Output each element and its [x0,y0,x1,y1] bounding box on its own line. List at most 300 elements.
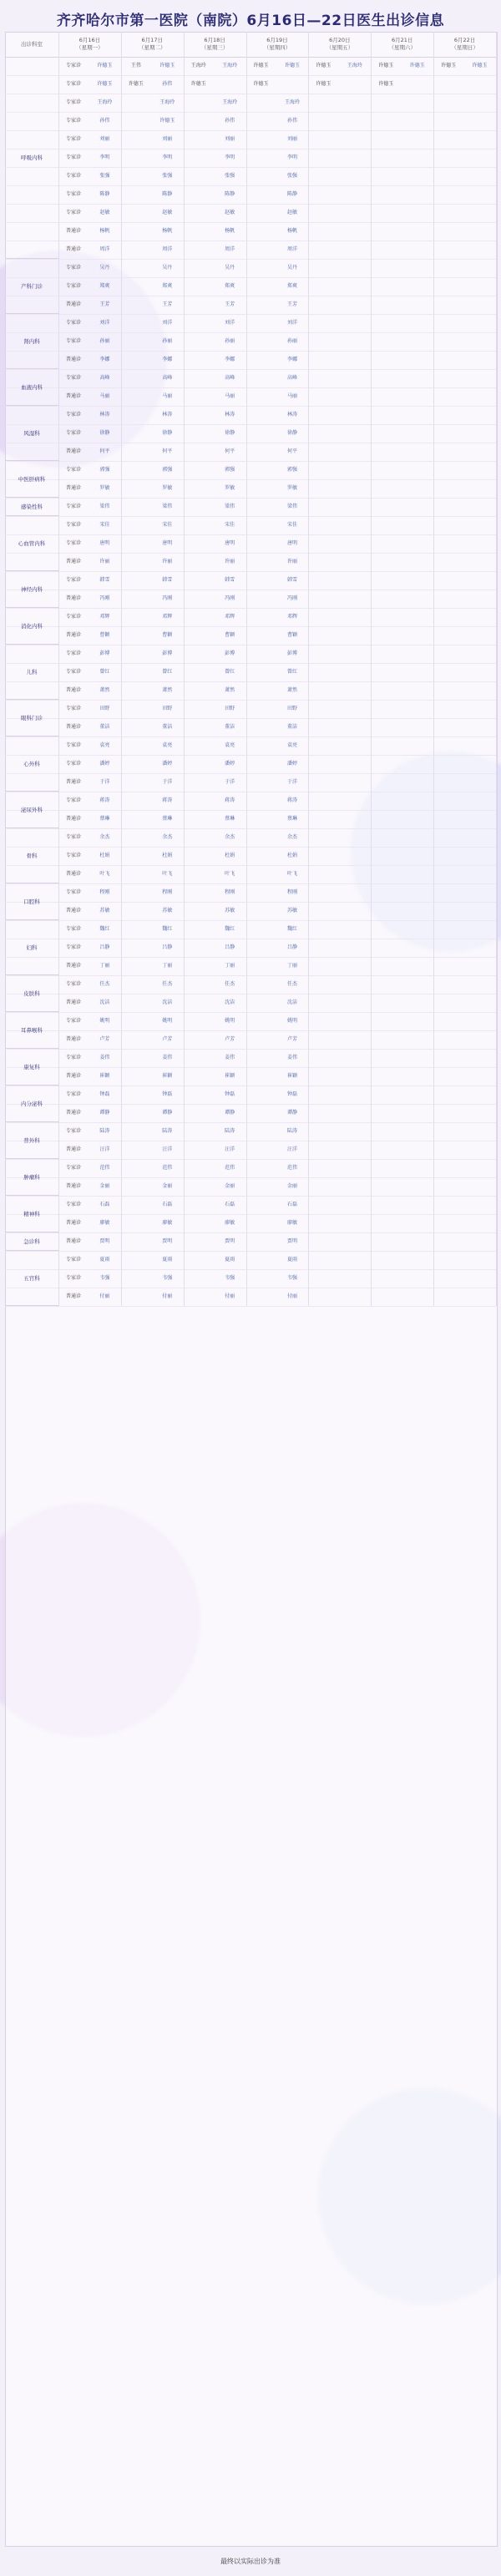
doctor-name[interactable] [338,847,371,865]
doctor-name[interactable] [463,1012,496,1030]
doctor-name[interactable]: 谭静 [99,1110,110,1116]
doctor-name[interactable] [338,479,371,498]
doctor-name[interactable]: 吕静 [286,944,297,951]
doctor-name[interactable] [338,1288,371,1306]
doctor-name[interactable]: 罗敏 [286,485,297,492]
doctor-name[interactable]: 刘丽 [99,136,110,143]
doctor-name[interactable] [463,149,496,167]
doctor-name[interactable]: 廖敏 [286,1220,297,1227]
doctor-name[interactable] [401,847,433,865]
doctor-name[interactable]: 许德玉 [284,63,300,69]
doctor-name[interactable] [338,975,371,994]
doctor-name[interactable]: 汪洋 [99,1146,110,1153]
doctor-name[interactable]: 冯刚 [162,595,173,602]
doctor-name[interactable] [401,424,433,443]
doctor-name[interactable]: 叶飞 [162,871,173,878]
doctor-name[interactable] [401,149,433,167]
doctor-name[interactable] [463,939,496,957]
doctor-name[interactable]: 叶飞 [99,871,110,878]
doctor-name[interactable]: 任杰 [99,981,110,988]
doctor-name[interactable]: 唐明 [286,540,297,547]
doctor-name[interactable]: 潘婷 [286,761,297,767]
doctor-name[interactable]: 金丽 [162,1183,173,1190]
doctor-name[interactable]: 罗敏 [162,485,173,492]
doctor-name[interactable]: 梁伟 [286,504,297,510]
doctor-name[interactable]: 姜伟 [225,1055,235,1061]
doctor-name[interactable]: 徐静 [162,430,173,437]
doctor-name[interactable] [401,94,433,112]
doctor-name[interactable]: 廖敏 [162,1220,173,1227]
doctor-name[interactable]: 袁亮 [162,742,173,749]
doctor-name[interactable] [401,1141,433,1159]
doctor-name[interactable]: 蔡琳 [286,816,297,822]
doctor-name[interactable] [338,259,371,277]
doctor-name[interactable]: 金丽 [99,1183,110,1190]
doctor-name[interactable]: 张强 [99,173,110,180]
doctor-name[interactable] [338,681,371,700]
doctor-name[interactable]: 杜娟 [99,853,110,859]
doctor-name[interactable]: 郑爽 [286,283,297,290]
doctor-name[interactable]: 石磊 [225,1202,235,1208]
doctor-name[interactable]: 袁亮 [286,742,297,749]
doctor-name[interactable] [463,920,496,939]
doctor-name[interactable] [338,498,371,516]
doctor-name[interactable] [401,479,433,498]
doctor-name[interactable] [338,75,371,94]
doctor-name[interactable] [338,1269,371,1288]
doctor-name[interactable] [401,1251,433,1269]
doctor-name[interactable]: 许德玉 [159,63,175,69]
doctor-name[interactable]: 韦强 [225,1275,235,1282]
doctor-name[interactable]: 吕静 [99,944,110,951]
doctor-name[interactable]: 李明 [162,154,173,161]
doctor-name[interactable]: 蒋涛 [225,797,235,804]
doctor-name[interactable] [338,1196,371,1214]
doctor-name[interactable] [401,718,433,736]
doctor-name[interactable]: 汪洋 [225,1146,235,1153]
doctor-name[interactable]: 卢芳 [225,1036,235,1043]
doctor-name[interactable]: 曹颖 [162,632,173,639]
doctor-name[interactable]: 谭静 [225,1110,235,1116]
doctor-name[interactable] [401,1030,433,1049]
doctor-name[interactable] [338,443,371,461]
doctor-name[interactable] [463,1086,496,1104]
doctor-name[interactable] [463,847,496,865]
doctor-name[interactable] [338,718,371,736]
doctor-name[interactable] [401,1159,433,1177]
doctor-name[interactable]: 赵敏 [225,210,235,216]
doctor-name[interactable]: 李娜 [99,357,110,363]
doctor-name[interactable]: 彭博 [225,650,235,657]
doctor-name[interactable] [463,277,496,296]
doctor-name[interactable]: 唐明 [162,540,173,547]
doctor-name[interactable] [463,718,496,736]
doctor-name[interactable]: 于洋 [162,779,173,786]
doctor-name[interactable]: 李明 [99,154,110,161]
doctor-name[interactable]: 陆涛 [162,1128,173,1135]
doctor-name[interactable] [401,994,433,1012]
doctor-name[interactable]: 韩雪 [286,577,297,584]
doctor-name[interactable] [401,1067,433,1086]
doctor-name[interactable]: 丁丽 [286,963,297,969]
doctor-name[interactable]: 徐静 [286,430,297,437]
doctor-name[interactable]: 曾红 [162,669,173,676]
doctor-name[interactable] [463,424,496,443]
doctor-name[interactable] [401,773,433,792]
doctor-name[interactable]: 王海玲 [159,99,175,106]
doctor-name[interactable] [338,645,371,663]
doctor-name[interactable]: 高峰 [286,375,297,382]
doctor-name[interactable]: 叶飞 [225,871,235,878]
doctor-name[interactable] [463,975,496,994]
doctor-name[interactable]: 郑爽 [225,283,235,290]
doctor-name[interactable] [401,259,433,277]
doctor-name[interactable]: 许德玉 [159,118,175,124]
doctor-name[interactable]: 孙丽 [286,338,297,345]
doctor-name[interactable] [338,1177,371,1196]
doctor-name[interactable] [401,571,433,590]
doctor-name[interactable]: 宋佳 [162,522,173,529]
doctor-name[interactable] [338,277,371,296]
doctor-name[interactable]: 冯刚 [225,595,235,602]
doctor-name[interactable]: 何平 [99,448,110,455]
doctor-name[interactable]: 姚明 [286,1018,297,1025]
doctor-name[interactable]: 余杰 [225,834,235,841]
doctor-name[interactable] [463,1177,496,1196]
doctor-name[interactable]: 徐静 [99,430,110,437]
doctor-name[interactable] [401,75,433,94]
doctor-name[interactable]: 夏雨 [225,1257,235,1263]
doctor-name[interactable]: 刘洋 [286,320,297,326]
doctor-name[interactable]: 贾明 [99,1238,110,1245]
doctor-name[interactable] [338,608,371,626]
doctor-name[interactable]: 蒋涛 [162,797,173,804]
doctor-name[interactable]: 潘婷 [99,761,110,767]
doctor-name[interactable]: 廖敏 [99,1220,110,1227]
doctor-name[interactable] [401,277,433,296]
doctor-name[interactable]: 董洁 [99,724,110,731]
doctor-name[interactable] [401,387,433,406]
doctor-name[interactable] [401,902,433,920]
doctor-name[interactable] [401,167,433,185]
doctor-name[interactable]: 崔颖 [286,1073,297,1080]
doctor-name[interactable] [338,1122,371,1141]
doctor-name[interactable]: 宋佳 [99,522,110,529]
doctor-name[interactable]: 叶飞 [286,871,297,878]
doctor-name[interactable]: 陈静 [286,191,297,198]
doctor-name[interactable] [463,167,496,185]
doctor-name[interactable]: 张强 [286,173,297,180]
doctor-name[interactable]: 马丽 [225,393,235,400]
doctor-name[interactable]: 何平 [286,448,297,455]
doctor-name[interactable]: 曹颖 [225,632,235,639]
doctor-name[interactable] [338,406,371,424]
doctor-name[interactable]: 付丽 [286,1293,297,1300]
doctor-name[interactable]: 于洋 [225,779,235,786]
doctor-name[interactable] [338,828,371,847]
doctor-name[interactable]: 高峰 [99,375,110,382]
doctor-name[interactable]: 沈洁 [99,1000,110,1006]
doctor-name[interactable] [401,736,433,755]
doctor-name[interactable]: 田野 [162,706,173,712]
doctor-name[interactable]: 汪洋 [162,1146,173,1153]
doctor-name[interactable]: 钟磊 [225,1091,235,1098]
doctor-name[interactable]: 宋佳 [286,522,297,529]
doctor-name[interactable] [463,1159,496,1177]
doctor-name[interactable] [401,498,433,516]
doctor-name[interactable]: 杜娟 [162,853,173,859]
doctor-name[interactable]: 许德玉 [97,81,113,88]
doctor-name[interactable] [463,883,496,902]
doctor-name[interactable] [338,130,371,149]
doctor-name[interactable] [463,479,496,498]
doctor-name[interactable]: 吴丹 [99,265,110,271]
doctor-name[interactable] [463,645,496,663]
doctor-name[interactable] [401,1269,433,1288]
doctor-name[interactable]: 蔡琳 [162,816,173,822]
doctor-name[interactable]: 曹颖 [286,632,297,639]
doctor-name[interactable]: 萧然 [225,687,235,694]
doctor-name[interactable]: 何平 [225,448,235,455]
doctor-name[interactable] [401,700,433,718]
doctor-name[interactable]: 李明 [286,154,297,161]
doctor-name[interactable]: 苏敏 [286,908,297,914]
doctor-name[interactable]: 郑爽 [99,283,110,290]
doctor-name[interactable]: 姚明 [225,1018,235,1025]
doctor-name[interactable]: 彭博 [286,650,297,657]
doctor-name[interactable]: 曾红 [99,669,110,676]
doctor-name[interactable] [214,75,246,94]
doctor-name[interactable]: 卢芳 [286,1036,297,1043]
doctor-name[interactable]: 杨帆 [162,228,173,235]
doctor-name[interactable] [401,920,433,939]
doctor-name[interactable]: 周洋 [162,246,173,253]
doctor-name[interactable]: 谭静 [162,1110,173,1116]
doctor-name[interactable]: 于洋 [286,779,297,786]
doctor-name[interactable]: 唐明 [225,540,235,547]
doctor-name[interactable]: 范伟 [286,1165,297,1172]
doctor-name[interactable] [463,1232,496,1251]
doctor-name[interactable] [463,204,496,222]
doctor-name[interactable] [401,810,433,828]
doctor-name[interactable]: 潘婷 [225,761,235,767]
doctor-name[interactable]: 陆涛 [286,1128,297,1135]
doctor-name[interactable]: 孙伟 [162,81,173,88]
doctor-name[interactable] [338,112,371,130]
doctor-name[interactable] [401,883,433,902]
doctor-name[interactable] [401,626,433,645]
doctor-name[interactable]: 林涛 [286,412,297,418]
doctor-name[interactable]: 郑爽 [162,283,173,290]
doctor-name[interactable]: 萧然 [162,687,173,694]
doctor-name[interactable] [276,75,309,94]
doctor-name[interactable]: 张强 [162,173,173,180]
doctor-name[interactable] [338,1104,371,1122]
doctor-name[interactable]: 郭强 [99,467,110,473]
doctor-name[interactable] [463,130,496,149]
doctor-name[interactable] [401,608,433,626]
doctor-name[interactable]: 吕静 [225,944,235,951]
doctor-name[interactable] [463,590,496,608]
doctor-name[interactable]: 韩雪 [162,577,173,584]
doctor-name[interactable] [338,1251,371,1269]
doctor-name[interactable] [463,516,496,534]
doctor-name[interactable]: 蒋涛 [99,797,110,804]
doctor-name[interactable] [401,1288,433,1306]
doctor-name[interactable] [338,773,371,792]
doctor-name[interactable]: 韩雪 [99,577,110,584]
doctor-name[interactable]: 董洁 [286,724,297,731]
doctor-name[interactable] [401,645,433,663]
doctor-name[interactable]: 卢芳 [99,1036,110,1043]
doctor-name[interactable] [338,553,371,571]
doctor-name[interactable]: 彭博 [162,650,173,657]
doctor-name[interactable] [401,1049,433,1067]
doctor-name[interactable] [338,1012,371,1030]
doctor-name[interactable]: 邓辉 [99,614,110,620]
doctor-name[interactable]: 崔颖 [225,1073,235,1080]
doctor-name[interactable]: 任杰 [286,981,297,988]
doctor-name[interactable]: 陈静 [162,191,173,198]
doctor-name[interactable]: 王海玲 [222,99,238,106]
doctor-name[interactable]: 杨帆 [99,228,110,235]
doctor-name[interactable] [463,332,496,351]
doctor-name[interactable] [401,663,433,681]
doctor-name[interactable] [463,553,496,571]
doctor-name[interactable] [338,1141,371,1159]
doctor-name[interactable] [463,314,496,332]
doctor-name[interactable] [463,1196,496,1214]
doctor-name[interactable] [338,314,371,332]
doctor-name[interactable]: 郭强 [286,467,297,473]
doctor-name[interactable] [401,939,433,957]
doctor-name[interactable]: 陆涛 [225,1128,235,1135]
doctor-name[interactable] [401,1232,433,1251]
doctor-name[interactable]: 吴丹 [162,265,173,271]
doctor-name[interactable] [401,130,433,149]
doctor-name[interactable]: 高峰 [162,375,173,382]
doctor-name[interactable]: 林涛 [225,412,235,418]
doctor-name[interactable]: 苏敏 [162,908,173,914]
doctor-name[interactable]: 马丽 [162,393,173,400]
doctor-name[interactable] [401,865,433,883]
doctor-name[interactable]: 余杰 [162,834,173,841]
doctor-name[interactable] [401,681,433,700]
doctor-name[interactable] [463,185,496,204]
doctor-name[interactable] [338,387,371,406]
doctor-name[interactable] [338,1086,371,1104]
doctor-name[interactable]: 谭静 [286,1110,297,1116]
doctor-name[interactable]: 唐明 [99,540,110,547]
doctor-name[interactable] [401,534,433,553]
doctor-name[interactable] [338,1049,371,1067]
doctor-name[interactable] [338,1030,371,1049]
doctor-name[interactable] [463,1214,496,1232]
doctor-name[interactable] [338,626,371,645]
doctor-name[interactable] [463,663,496,681]
doctor-name[interactable] [401,112,433,130]
doctor-name[interactable] [401,1086,433,1104]
doctor-name[interactable]: 丁丽 [225,963,235,969]
doctor-name[interactable]: 高峰 [225,375,235,382]
doctor-name[interactable]: 王海玲 [222,63,238,69]
doctor-name[interactable] [338,957,371,975]
doctor-name[interactable] [338,461,371,479]
doctor-name[interactable]: 郭强 [162,467,173,473]
doctor-name[interactable]: 罗敏 [99,485,110,492]
doctor-name[interactable]: 姚明 [99,1018,110,1025]
doctor-name[interactable]: 袁亮 [99,742,110,749]
doctor-name[interactable]: 邓辉 [286,614,297,620]
doctor-name[interactable]: 任杰 [162,981,173,988]
doctor-name[interactable] [463,792,496,810]
doctor-name[interactable] [401,204,433,222]
doctor-name[interactable]: 丁丽 [162,963,173,969]
doctor-name[interactable]: 钟磊 [286,1091,297,1098]
doctor-name[interactable]: 韩雪 [225,577,235,584]
doctor-name[interactable]: 刘洋 [99,320,110,326]
doctor-name[interactable]: 蒋涛 [286,797,297,804]
doctor-name[interactable]: 袁亮 [225,742,235,749]
doctor-name[interactable] [401,755,433,773]
doctor-name[interactable]: 姚明 [162,1018,173,1025]
doctor-name[interactable]: 范伟 [162,1165,173,1172]
doctor-name[interactable]: 王海玲 [347,63,362,69]
doctor-name[interactable]: 夏雨 [99,1257,110,1263]
doctor-name[interactable]: 周洋 [99,246,110,253]
doctor-name[interactable] [463,1067,496,1086]
doctor-name[interactable]: 孙丽 [225,338,235,345]
doctor-name[interactable] [401,957,433,975]
doctor-name[interactable] [463,994,496,1012]
doctor-name[interactable] [338,369,371,387]
doctor-name[interactable]: 许丽 [162,559,173,565]
doctor-name[interactable] [463,1141,496,1159]
doctor-name[interactable]: 杜娟 [225,853,235,859]
doctor-name[interactable]: 林涛 [99,412,110,418]
doctor-name[interactable]: 魏红 [99,926,110,933]
doctor-name[interactable]: 杜娟 [286,853,297,859]
doctor-name[interactable]: 刘丽 [225,136,235,143]
doctor-name[interactable]: 田野 [99,706,110,712]
doctor-name[interactable]: 许德玉 [409,63,425,69]
doctor-name[interactable]: 董洁 [225,724,235,731]
doctor-name[interactable]: 梁伟 [162,504,173,510]
doctor-name[interactable] [463,626,496,645]
doctor-name[interactable]: 李娜 [286,357,297,363]
doctor-name[interactable]: 廖敏 [225,1220,235,1227]
doctor-name[interactable] [338,810,371,828]
doctor-name[interactable] [463,1251,496,1269]
doctor-name[interactable] [338,1214,371,1232]
doctor-name[interactable]: 潘婷 [162,761,173,767]
doctor-name[interactable]: 沈洁 [162,1000,173,1006]
doctor-name[interactable]: 姜伟 [99,1055,110,1061]
doctor-name[interactable]: 王海玲 [97,99,113,106]
doctor-name[interactable] [463,1104,496,1122]
doctor-name[interactable] [463,351,496,369]
doctor-name[interactable]: 汪洋 [286,1146,297,1153]
doctor-name[interactable]: 马丽 [286,393,297,400]
doctor-name[interactable]: 许丽 [225,559,235,565]
doctor-name[interactable] [338,1232,371,1251]
doctor-name[interactable]: 赵敏 [99,210,110,216]
doctor-name[interactable]: 何平 [162,448,173,455]
doctor-name[interactable]: 彭博 [99,650,110,657]
doctor-name[interactable] [338,204,371,222]
doctor-name[interactable]: 于洋 [99,779,110,786]
doctor-name[interactable] [338,1159,371,1177]
